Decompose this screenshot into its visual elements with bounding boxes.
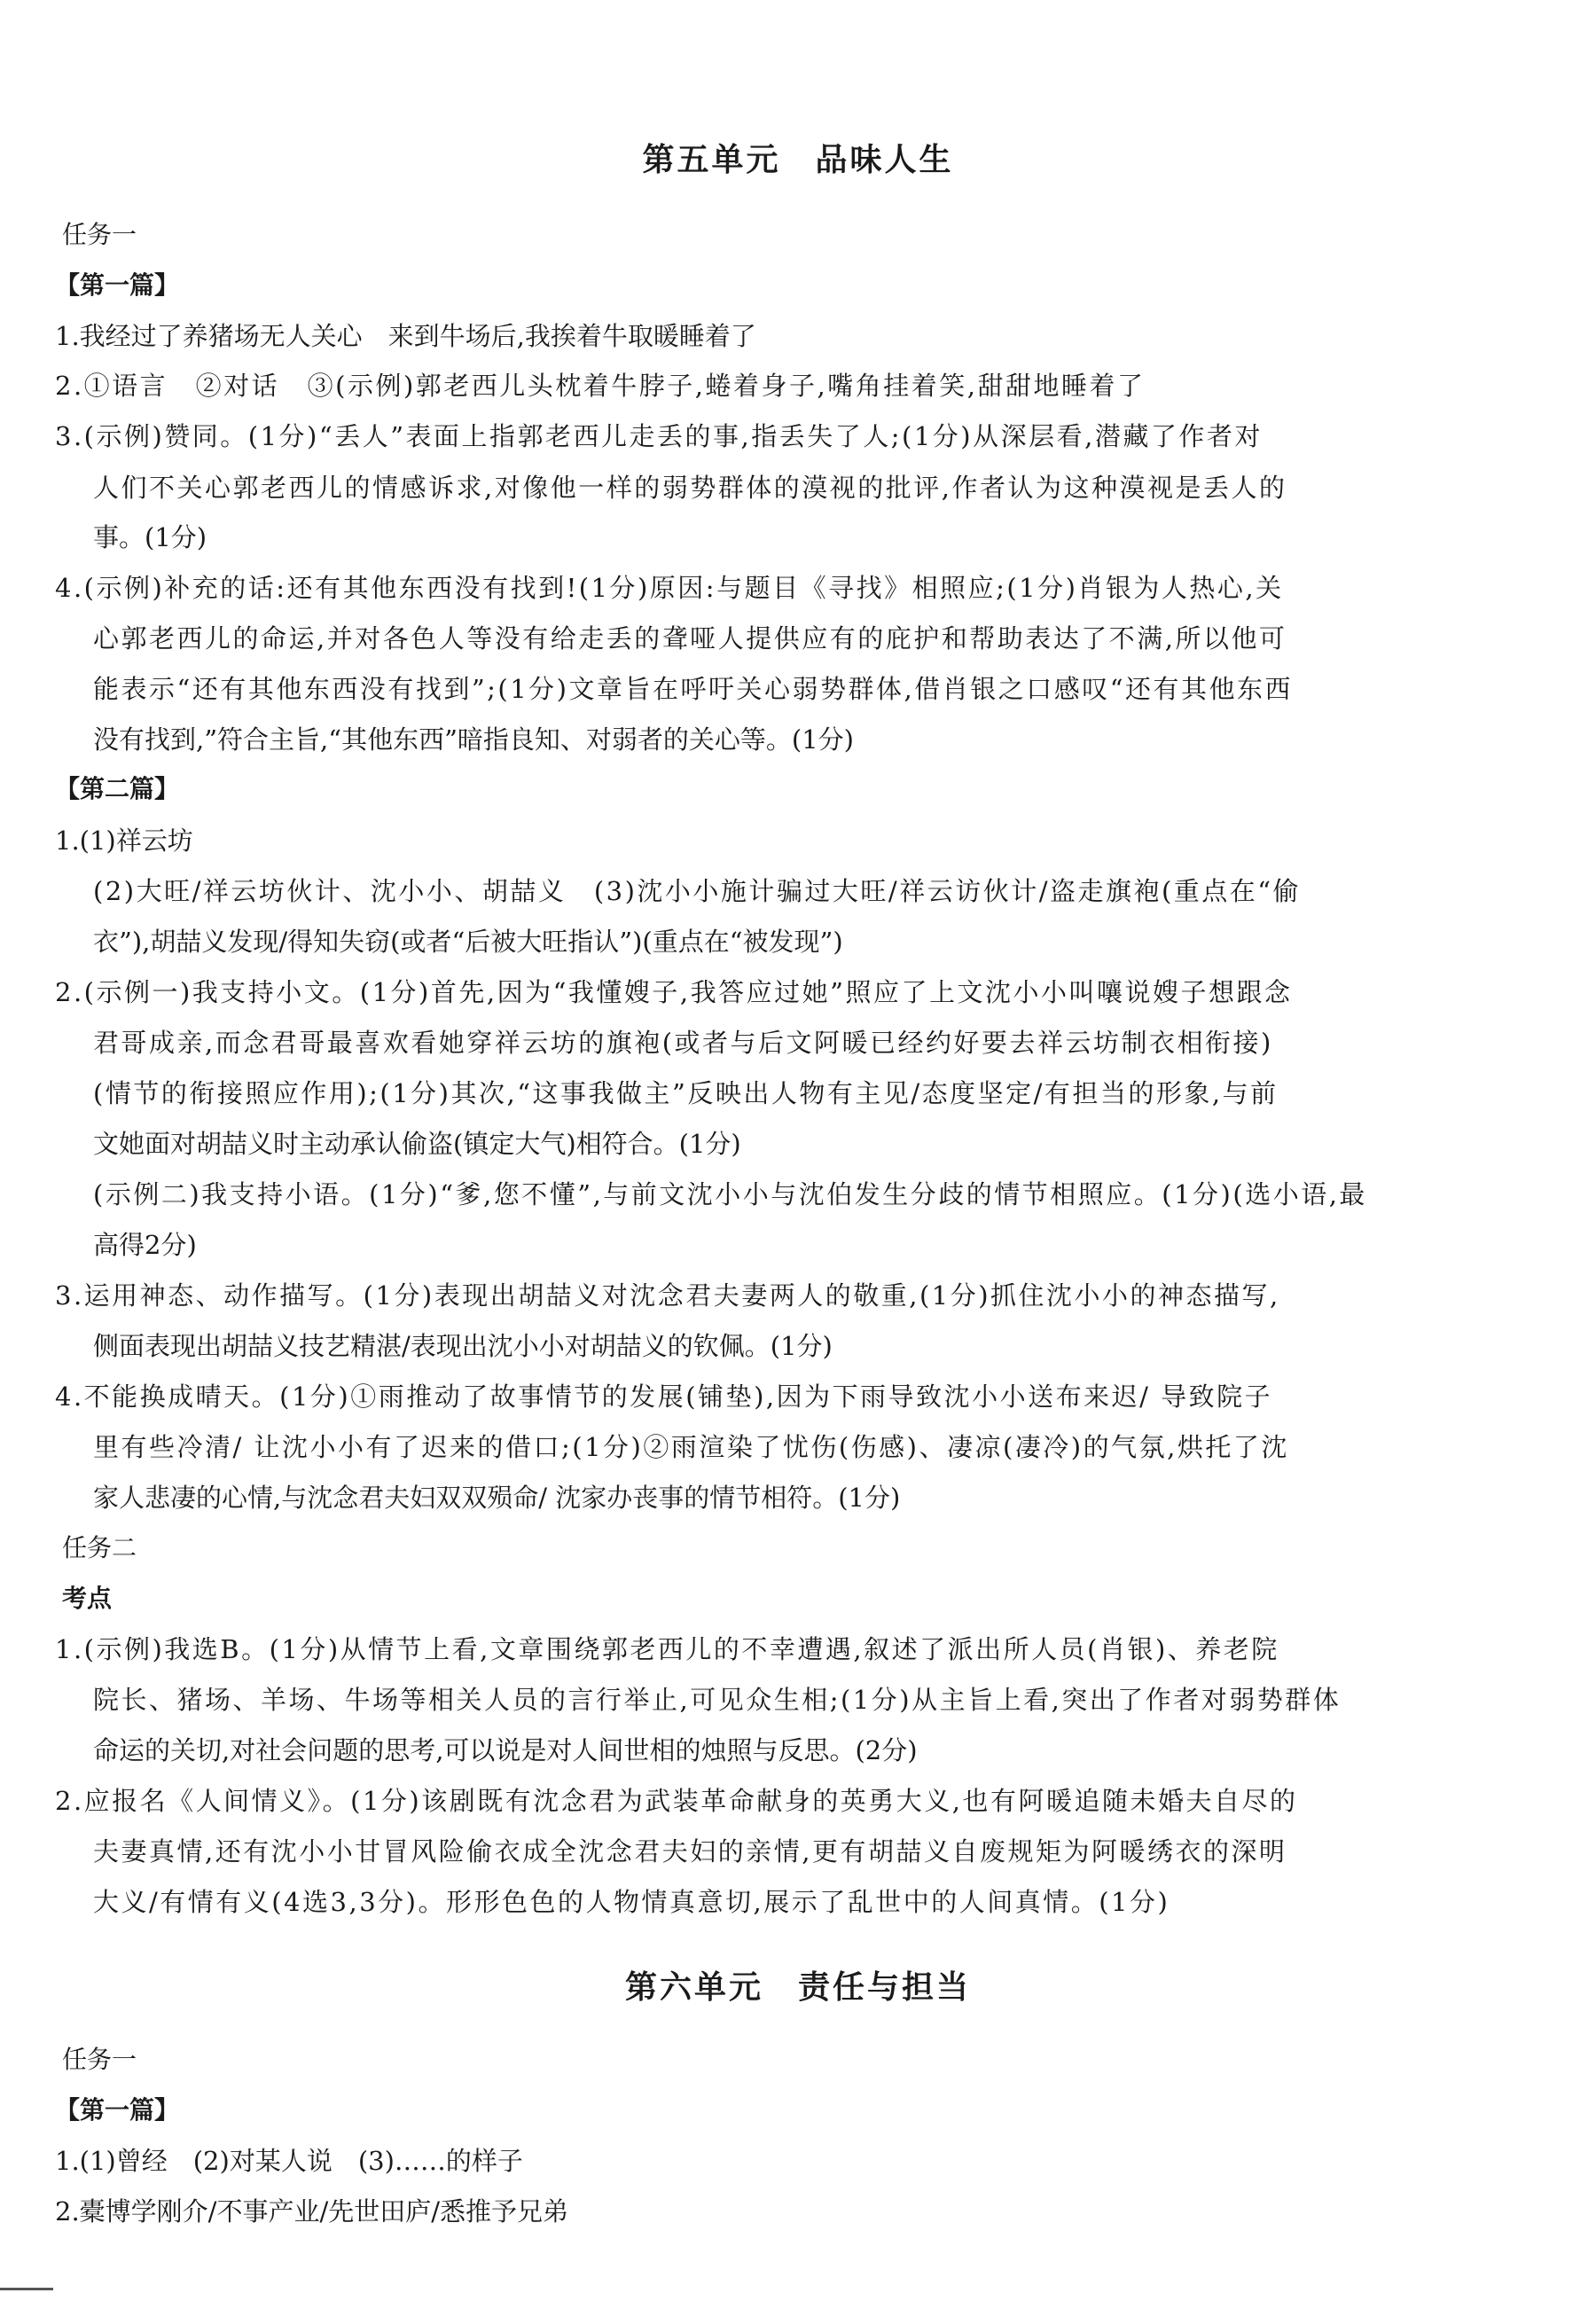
answer-line: (示例二)我支持小语。(1分)“爹,您不懂”,与前文沈小小与沈伯发生分歧的情节相照应。(1分)(选小语,最 <box>93 1179 1367 1209</box>
answer-line: 4.(示例)补充的话:还有其他东西没有找到!(1分)原因:与题目《寻找》相照应;(1分)肖银为人热心,关 <box>55 573 1284 603</box>
answer-line: 文她面对胡喆义时主动承认偷盗(镇定大气)相符合。(1分) <box>93 1129 741 1159</box>
answer-line: 2.应报名《人间情义》。(1分)该剧既有沈念君为武装革命献身的英勇大义,也有阿暖追随未婚夫自尽的 <box>55 1786 1298 1816</box>
answer-line: 能表示“还有其他东西没有找到”;(1分)文章旨在呼吁关心弱势群体,借肖银之口感叹“还有其他东西 <box>93 674 1294 704</box>
unit5-task1-piece2-label: 【第二篇】 <box>55 774 180 803</box>
answer-line: (情节的衔接照应作用);(1分)其次,“这事我做主”反映出人物有主见/态度坚定/有担当的形象,与前 <box>93 1078 1279 1108</box>
unit6-task1-label: 任务一 <box>62 2045 137 2074</box>
answer-line: 1.(1)曾经 (2)对某人说 (3)……的样子 <box>55 2146 523 2176</box>
answer-line: 没有找到,”符合主旨,“其他东西”暗指良知、对弱者的关心等。(1分) <box>93 724 854 755</box>
answer-line: 君哥成亲,而念君哥最喜欢看她穿祥云坊的旗袍(或者与后文阿暖已经约好要去祥云坊制衣相衔接) <box>93 1028 1273 1058</box>
answer-line: 1.(示例)我选B。(1分)从情节上看,文章围绕郭老西儿的不幸遭遇,叙述了派出所人员(肖银)、养老院 <box>55 1634 1279 1664</box>
answer-line: 夫妻真情,还有沈小小甘冒风险偷衣成全沈念君夫妇的亲情,更有胡喆义自废规矩为阿暖绣衣的深明 <box>93 1836 1287 1867</box>
answer-line: 衣”),胡喆义发现/得知失窃(或者“后被大旺指认”)(重点在“被发现”) <box>93 927 843 957</box>
answer-line: 里有些冷清/ 让沈小小有了迟来的借口;(1分)②雨渲染了忧伤(伤感)、凄凉(凄冷)的气氛,烘托了沈 <box>93 1432 1289 1462</box>
answer-line: 事。(1分) <box>93 522 207 552</box>
unit5-task1-label: 任务一 <box>62 220 137 249</box>
answer-line: 命运的关切,对社会问题的思考,可以说是对人间世相的烛照与反思。(2分) <box>93 1735 918 1765</box>
unit5-task2-label: 任务二 <box>62 1533 137 1562</box>
page-edge-mark <box>0 2288 53 2290</box>
answer-line: 大义/有情有义(4选3,3分)。形形色色的人物情真意切,展示了乱世中的人间真情。(1分) <box>93 1887 1170 1917</box>
answer-line: 高得2分) <box>93 1230 197 1260</box>
answer-line: 3.(示例)赞同。(1分)“丢人”表面上指郭老西儿走丢的事,指丢失了人;(1分)从深层看,潜藏了作者对 <box>55 421 1263 451</box>
unit6-title: 第六单元 责任与担当 <box>624 1969 971 2006</box>
answer-line: 2.橐博学刚介/不事产业/先世田庐/悉推予兄弟 <box>55 2196 568 2227</box>
unit6-task1-piece1-label: 【第一篇】 <box>55 2095 180 2125</box>
answer-line: 1.我经过了养猪场无人关心 来到牛场后,我挨着牛取暖睡着了 <box>55 321 756 351</box>
answer-line: (2)大旺/祥云坊伙计、沈小小、胡喆义 (3)沈小小施计骗过大旺/祥云访伙计/盗走旗袍(重点在“偷 <box>93 876 1302 906</box>
answer-line: 2.(示例一)我支持小文。(1分)首先,因为“我懂嫂子,我答应过她”照应了上文沈小小叫嚷说嫂子想跟念 <box>55 977 1293 1007</box>
answer-line: 2.①语言 ②对话 ③(示例)郭老西儿头枕着牛脖子,蜷着身子,嘴角挂着笑,甜甜地睡着了 <box>55 371 1146 401</box>
unit5-title: 第五单元 品味人生 <box>642 142 954 178</box>
answer-line: 人们不关心郭老西儿的情感诉求,对像他一样的弱势群体的漠视的批评,作者认为这种漠视是丢人的 <box>93 473 1287 503</box>
answer-line: 4.不能换成晴天。(1分)①雨推动了故事情节的发展(铺垫),因为下雨导致沈小小送布来迟/ 导致院子 <box>55 1381 1273 1412</box>
answer-line: 家人悲凄的心情,与沈念君夫妇双双殒命/ 沈家办丧事的情节相符。(1分) <box>93 1483 901 1513</box>
answer-line: 侧面表现出胡喆义技艺精湛/表现出沈小小对胡喆义的钦佩。(1分) <box>93 1331 833 1361</box>
answer-line: 心郭老西儿的命运,并对各色人等没有给走丢的聋哑人提供应有的庇护和帮助表达了不满,所以他可 <box>93 623 1287 654</box>
unit5-task2-exam-label: 考点 <box>62 1584 113 1613</box>
answer-line: 1.(1)祥云坊 <box>55 826 193 856</box>
answer-line: 院长、猪场、羊场、牛场等相关人员的言行举止,可见众生相;(1分)从主旨上看,突出了作者对弱势群体 <box>93 1685 1342 1715</box>
unit5-task1-piece1-label: 【第一篇】 <box>55 270 180 300</box>
answer-line: 3.运用神态、动作描写。(1分)表现出胡喆义对沈念君夫妻两人的敬重,(1分)抓住沈小小的神态描写, <box>55 1280 1280 1311</box>
